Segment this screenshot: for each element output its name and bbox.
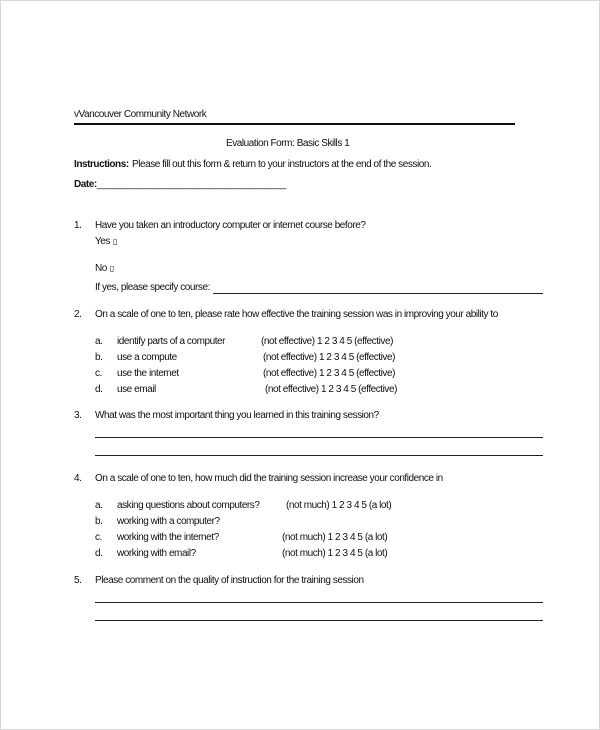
question-5-number: 5.	[74, 575, 82, 586]
rating-scale[interactable]: (not effective) 1 2 3 4 5 (effective)	[263, 352, 395, 363]
form-title: Evaluation Form: Basic Skills 1	[226, 138, 350, 149]
list-item-letter: d.	[95, 384, 103, 395]
list-item-letter: d.	[95, 548, 103, 559]
list-item-label: identify parts of a computer	[117, 336, 226, 347]
instructions-label: Instructions:	[74, 159, 129, 170]
list-item-label: working with email?	[117, 548, 196, 559]
rating-scale[interactable]: (not effective) 1 2 3 4 5 (effective)	[261, 336, 393, 347]
answer-line-1[interactable]	[95, 437, 543, 438]
question-3-number: 3.	[74, 410, 82, 421]
list-item-letter: c.	[95, 368, 102, 379]
list-item-label: use the internet	[117, 368, 179, 379]
instructions-text: Please fill out this form & return to your instructors at the end of the session.	[132, 159, 432, 170]
header-rule	[74, 123, 515, 125]
answer-line-2[interactable]	[95, 620, 543, 621]
list-item-letter: b.	[95, 516, 103, 527]
question-2-text: On a scale of one to ten, please rate how effective the training session was in improving your ability to	[95, 309, 498, 320]
question-4-text: On a scale of one to ten, how much did the training session increase your confidence in	[95, 473, 443, 484]
question-4-number: 4.	[74, 473, 82, 484]
yes-option[interactable]: Yes ▯	[95, 236, 117, 247]
rating-scale[interactable]: (not effective) 1 2 3 4 5 (effective)	[263, 368, 395, 379]
question-5-text: Please comment on the quality of instruction for the training session	[95, 575, 364, 586]
list-item-letter: b.	[95, 352, 103, 363]
question-1-text: Have you taken an introductory computer or internet course before?	[95, 220, 366, 231]
list-item-label: asking questions about computers?	[117, 500, 260, 511]
list-item-label: working with the internet?	[117, 532, 219, 543]
list-item-label: working with a computer?	[117, 516, 220, 527]
list-item-label: use email	[117, 384, 156, 395]
organization-name: vVancouver Community Network	[74, 109, 207, 120]
no-checkbox-icon[interactable]: ▯	[109, 264, 114, 273]
yes-checkbox-icon[interactable]: ▯	[112, 237, 117, 246]
answer-line-2[interactable]	[95, 455, 543, 456]
rating-scale[interactable]: (not much) 1 2 3 4 5 (a lot)	[282, 548, 388, 559]
specify-course-label: If yes, please specify course:	[95, 282, 210, 293]
list-item-letter: a.	[95, 336, 103, 347]
specify-course-field[interactable]	[213, 293, 543, 294]
list-item-label: use a compute	[117, 352, 177, 363]
question-1-number: 1.	[74, 220, 82, 231]
rating-scale[interactable]: (not effective) 1 2 3 4 5 (effective)	[265, 384, 397, 395]
no-option[interactable]: No ▯	[95, 263, 114, 274]
date-label: Date:_____________________________________	[74, 179, 286, 190]
list-item-letter: a.	[95, 500, 103, 511]
rating-scale[interactable]: (not much) 1 2 3 4 5 (a lot)	[286, 500, 392, 511]
list-item-letter: c.	[95, 532, 102, 543]
question-2-number: 2.	[74, 309, 82, 320]
rating-scale[interactable]: (not much) 1 2 3 4 5 (a lot)	[282, 532, 388, 543]
question-3-text: What was the most important thing you learned in this training session?	[95, 410, 379, 421]
answer-line-1[interactable]	[95, 602, 543, 603]
